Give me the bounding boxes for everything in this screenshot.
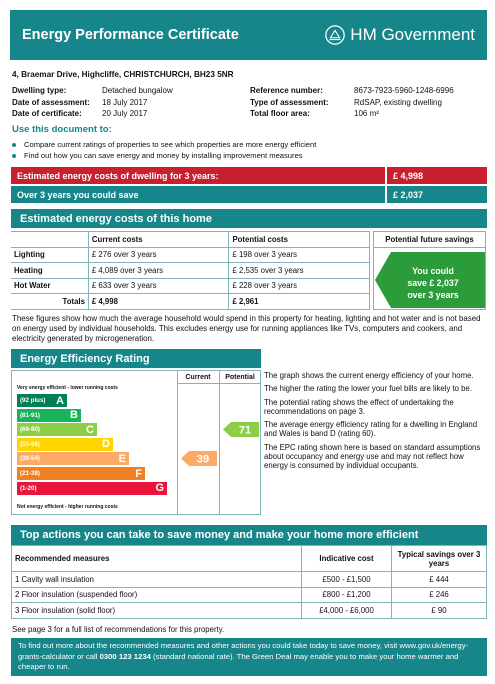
total-potential: £ 2,961 bbox=[229, 294, 370, 310]
eer-band-b bbox=[17, 409, 81, 422]
footer-text: (standard national rate). The Green Deal may enable you to make your home warmer and cheaper to run. bbox=[18, 651, 459, 671]
use-document-title: Use this document to: bbox=[12, 124, 112, 135]
table-row bbox=[12, 603, 487, 619]
see-page-note: See page 3 for a full list of recommendations for this property. bbox=[12, 625, 225, 634]
table-row bbox=[12, 587, 487, 603]
svg-text:39: 39 bbox=[196, 453, 210, 466]
eer-band-letter: D bbox=[102, 438, 110, 451]
eer-band-letter: A bbox=[56, 394, 64, 407]
efficient-note: Very energy efficient - lower running costs bbox=[17, 385, 118, 391]
table-cell: Heating bbox=[11, 263, 88, 279]
table-cell: £ 90 bbox=[392, 603, 487, 619]
eer-band-g bbox=[17, 482, 167, 495]
info-label: Date of assessment: bbox=[12, 97, 90, 107]
eer-band-letter: B bbox=[70, 409, 78, 422]
current-header: Current bbox=[185, 374, 211, 381]
table-cell: £ 2,535 over 3 years bbox=[229, 263, 370, 279]
info-label: Type of assessment: bbox=[250, 97, 329, 107]
eer-band-range: (1-20) bbox=[20, 484, 37, 492]
eer-paragraph: The graph shows the current energy efficiency of your home. bbox=[264, 371, 474, 380]
table-cell: £ 4,089 over 3 years bbox=[88, 263, 229, 279]
savings-arrow bbox=[375, 252, 485, 308]
eer-paragraph: The higher the rating the lower your fuel bills are likely to be. bbox=[264, 384, 473, 394]
estimated-cost-value: £ 4,998 bbox=[385, 167, 487, 184]
svg-text:71: 71 bbox=[238, 424, 252, 437]
table-cell: £800 - £1,200 bbox=[302, 587, 392, 603]
table-cell: £4,000 - £6,000 bbox=[302, 603, 392, 619]
potential-saving-label: Over 3 years you could save bbox=[17, 189, 139, 200]
actions-table-container bbox=[11, 545, 487, 620]
eer-band-range: (39-54) bbox=[20, 455, 40, 463]
table-header bbox=[11, 232, 88, 248]
potential-header: Potential bbox=[225, 374, 255, 381]
info-value: Detached bungalow bbox=[102, 86, 173, 95]
certificate-header bbox=[10, 10, 487, 60]
table-cell: Lighting bbox=[11, 247, 88, 263]
potential-saving-value: £ 2,037 bbox=[385, 186, 487, 203]
info-value: 18 July 2017 bbox=[102, 97, 148, 107]
costs-explanation: These figures show how much the average household would spend in this property for heating, lighting and hot water and is not based on energy used by individual households. This excludes energy use for running appliances like TVs, computers and cookers, and electricity generated by microgeneration. bbox=[12, 314, 481, 343]
eer-band-d bbox=[17, 438, 113, 451]
table-cell: £ 228 over 3 years bbox=[229, 278, 370, 294]
energy-costs-table bbox=[11, 231, 370, 310]
info-left bbox=[12, 86, 173, 121]
footer-phone: 0300 123 1234 bbox=[99, 651, 151, 661]
potential-column bbox=[219, 371, 261, 514]
eer-band-c bbox=[17, 423, 97, 436]
property-address: 4, Braemar Drive, Highcliffe, CHRISTCHURCH, BH23 5NR bbox=[12, 70, 234, 79]
info-label: Reference number: bbox=[250, 86, 323, 95]
footer-text: To find out more about the recommended measures and other actions you could take today to save money, visit www.gov.uk/energy-grants-calculator or call bbox=[18, 641, 469, 661]
savings-arrow-text bbox=[393, 265, 473, 301]
eer-band-range: (21-38) bbox=[20, 470, 40, 477]
table-header: Indicative cost bbox=[302, 546, 392, 572]
list-item-text: Compare current ratings of properties to see which properties are more energy efficient bbox=[24, 140, 317, 149]
eer-band-letter: G bbox=[155, 482, 164, 495]
totals-label: Totals bbox=[11, 294, 88, 310]
page-title: Energy Performance Certificate bbox=[22, 27, 239, 43]
actions-table bbox=[11, 545, 487, 619]
inefficient-note: Not energy efficient - higher running costs bbox=[17, 504, 118, 510]
savings-line: over 3 years bbox=[407, 290, 459, 300]
totals-row bbox=[11, 294, 370, 310]
potential-rating-arrow bbox=[223, 422, 259, 437]
eer-band-letter: C bbox=[86, 423, 94, 436]
crest-icon bbox=[324, 24, 346, 46]
eer-section-title: Energy Efficiency Rating bbox=[11, 349, 261, 368]
table-header: Current costs bbox=[88, 232, 229, 248]
total-current: £ 4,998 bbox=[88, 294, 229, 310]
future-savings-panel bbox=[373, 231, 486, 310]
eer-band-letter: E bbox=[118, 452, 126, 465]
bullet-icon bbox=[12, 143, 16, 147]
table-cell: Hot Water bbox=[11, 278, 88, 294]
table-header: Typical savings over 3 years bbox=[392, 546, 487, 572]
table-cell: 1 Cavity wall insulation bbox=[12, 572, 302, 588]
table-cell: £ 276 over 3 years bbox=[88, 247, 229, 263]
eer-band-range: (92 plus) bbox=[20, 397, 46, 404]
eer-band-range: (55-68) bbox=[20, 440, 40, 448]
table-cell: £ 633 over 3 years bbox=[88, 278, 229, 294]
costs-section-title: Estimated energy costs of this home bbox=[11, 209, 487, 228]
table-cell: £ 444 bbox=[392, 572, 487, 588]
eer-column-headers bbox=[177, 371, 261, 384]
current-column bbox=[177, 371, 219, 514]
eer-band-range: (69-80) bbox=[20, 426, 40, 434]
info-value: 20 July 2017 bbox=[102, 109, 148, 118]
savings-line: save £ 2,037 bbox=[407, 278, 459, 288]
info-right bbox=[250, 86, 454, 121]
estimated-cost-bar bbox=[11, 167, 487, 184]
info-value: RdSAP, existing dwelling bbox=[354, 97, 442, 107]
info-label: Date of certificate: bbox=[12, 109, 82, 118]
eer-band-range: (81-91) bbox=[20, 411, 40, 419]
eer-band-e bbox=[17, 452, 129, 465]
future-savings-header: Potential future savings bbox=[374, 232, 485, 248]
eer-band-f bbox=[17, 467, 145, 480]
use-document-list bbox=[12, 139, 316, 161]
eer-band-letter: F bbox=[135, 467, 142, 480]
list-item bbox=[12, 139, 316, 150]
potential-saving-bar bbox=[11, 186, 487, 203]
actions-section-title: Top actions you can take to save money and make your home more efficient bbox=[11, 525, 487, 545]
eer-paragraph: The average energy efficiency rating for a dwelling in England and Wales is band D (rating 60). bbox=[264, 420, 478, 439]
info-value: 8673-7923-5960-1248-6996 bbox=[354, 86, 454, 95]
table-row bbox=[11, 263, 370, 279]
eer-band-a bbox=[17, 394, 67, 407]
table-header: Potential costs bbox=[229, 232, 370, 248]
list-item-text: Find out how you can save energy and money by installing improvement measures bbox=[24, 151, 303, 160]
estimated-cost-label: Estimated energy costs of dwelling for 3 years: bbox=[17, 170, 219, 181]
eer-paragraph: The potential rating shows the effect of undertaking the recommendations on page 3. bbox=[264, 397, 454, 416]
savings-line: You could bbox=[412, 266, 454, 276]
info-label: Total floor area: bbox=[250, 109, 310, 118]
table-cell: 3 Floor insulation (solid floor) bbox=[12, 603, 302, 619]
table-cell: £ 198 over 3 years bbox=[229, 247, 370, 263]
eer-paragraph: The EPC rating shown here is based on standard assumptions about occupancy and energy use and may not reflect how energy is consumed by individual occupants. bbox=[264, 442, 481, 471]
gov-logo bbox=[324, 24, 475, 46]
table-row bbox=[11, 247, 370, 263]
table-row bbox=[11, 278, 370, 294]
table-cell: £ 246 bbox=[392, 587, 487, 603]
table-header: Recommended measures bbox=[12, 546, 302, 572]
gov-logo-text: HM Government bbox=[350, 25, 475, 44]
table-row bbox=[12, 572, 487, 588]
eer-graph bbox=[11, 370, 261, 515]
eer-explanation bbox=[264, 371, 486, 475]
table-cell: 2 Floor insulation (suspended floor) bbox=[12, 587, 302, 603]
footer-note bbox=[11, 638, 487, 676]
info-label: Dwelling type: bbox=[12, 86, 67, 95]
table-cell: £500 - £1,500 bbox=[302, 572, 392, 588]
list-item bbox=[12, 150, 316, 161]
current-rating-arrow bbox=[181, 451, 217, 466]
bullet-icon bbox=[12, 154, 16, 158]
info-value: 106 m² bbox=[354, 109, 379, 118]
